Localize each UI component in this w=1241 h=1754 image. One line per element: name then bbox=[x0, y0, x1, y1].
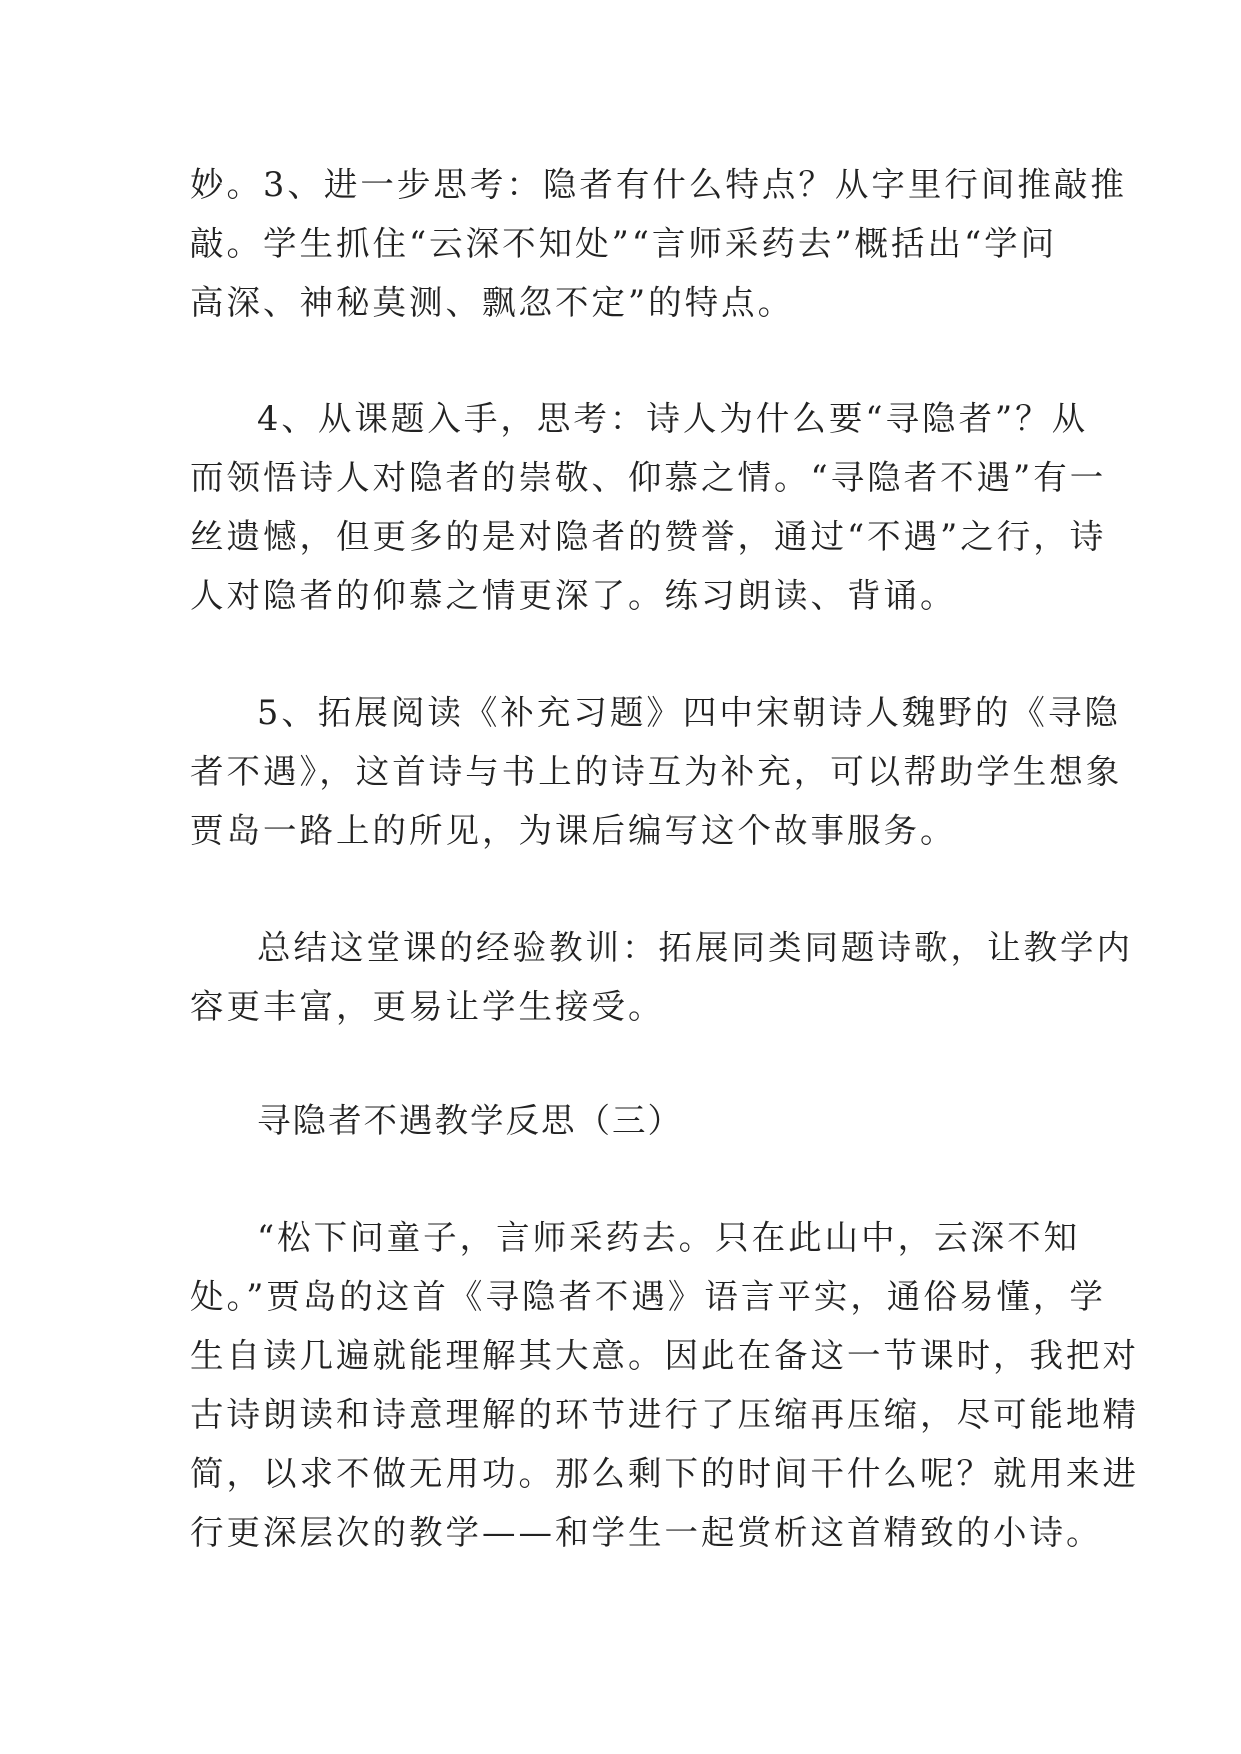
paragraph-summary bbox=[190, 918, 1133, 1036]
text-line: 行更深层次的教学——和学生一起赏析这首精致的小诗。 bbox=[190, 1513, 1103, 1552]
text-line: 古诗朗读和诗意理解的环节进行了压缩再压缩，尽可能地精 bbox=[190, 1395, 1139, 1434]
text-line: 总结这堂课的经验教训：拓展同类同题诗歌，让教学内 bbox=[257, 928, 1133, 967]
text-line: 4、从课题入手，思考：诗人为什么要“寻隐者”？从 bbox=[257, 399, 1089, 438]
text-line: 贾岛一路上的所见，为课后编写这个故事服务。 bbox=[190, 811, 957, 850]
text-line: 丝遗憾，但更多的是对隐者的赞誉，通过“不遇”之行，诗 bbox=[190, 517, 1107, 556]
text-line: 而领悟诗人对隐者的崇敬、仰慕之情。“寻隐者不遇”有一 bbox=[190, 458, 1107, 497]
text-line: 处。”贾岛的这首《寻隐者不遇》语言平实，通俗易懂，学 bbox=[190, 1277, 1106, 1316]
text-line: 容更丰富，更易让学生接受。 bbox=[190, 987, 665, 1026]
text-line: 者不遇》，这首诗与书上的诗互为补充，可以帮助学生想象 bbox=[190, 752, 1123, 791]
paragraph-step-4 bbox=[190, 389, 1107, 625]
text-line: “松下问童子，言师采药去。只在此山中，云深不知 bbox=[257, 1218, 1081, 1257]
paragraph-step-5 bbox=[190, 683, 1123, 860]
text-line: 生自读几遍就能理解其大意。因此在备这一节课时，我把对 bbox=[190, 1336, 1139, 1375]
text-line: 人对隐者的仰慕之情更深了。练习朗读、背诵。 bbox=[190, 576, 957, 615]
text-line: 5、拓展阅读《补充习题》四中宋朝诗人魏野的《寻隐 bbox=[257, 693, 1121, 732]
paragraph-thinking-hermit-traits bbox=[190, 155, 1127, 332]
section-heading bbox=[190, 1091, 1050, 1150]
text-line: 高深、神秘莫测、飘忽不定”的特点。 bbox=[190, 283, 795, 322]
paragraph-poem-intro bbox=[190, 1208, 1139, 1562]
heading-text: 寻隐者不遇教学反思（三） bbox=[257, 1101, 683, 1140]
text-line: 简，以求不做无用功。那么剩下的时间干什么呢？就用来进 bbox=[190, 1454, 1139, 1493]
text-line: 敲。学生抓住“云深不知处”“言师采药去”概括出“学问 bbox=[190, 224, 1058, 263]
text-line: 妙。3、进一步思考：隐者有什么特点？从字里行间推敲推 bbox=[190, 165, 1127, 204]
